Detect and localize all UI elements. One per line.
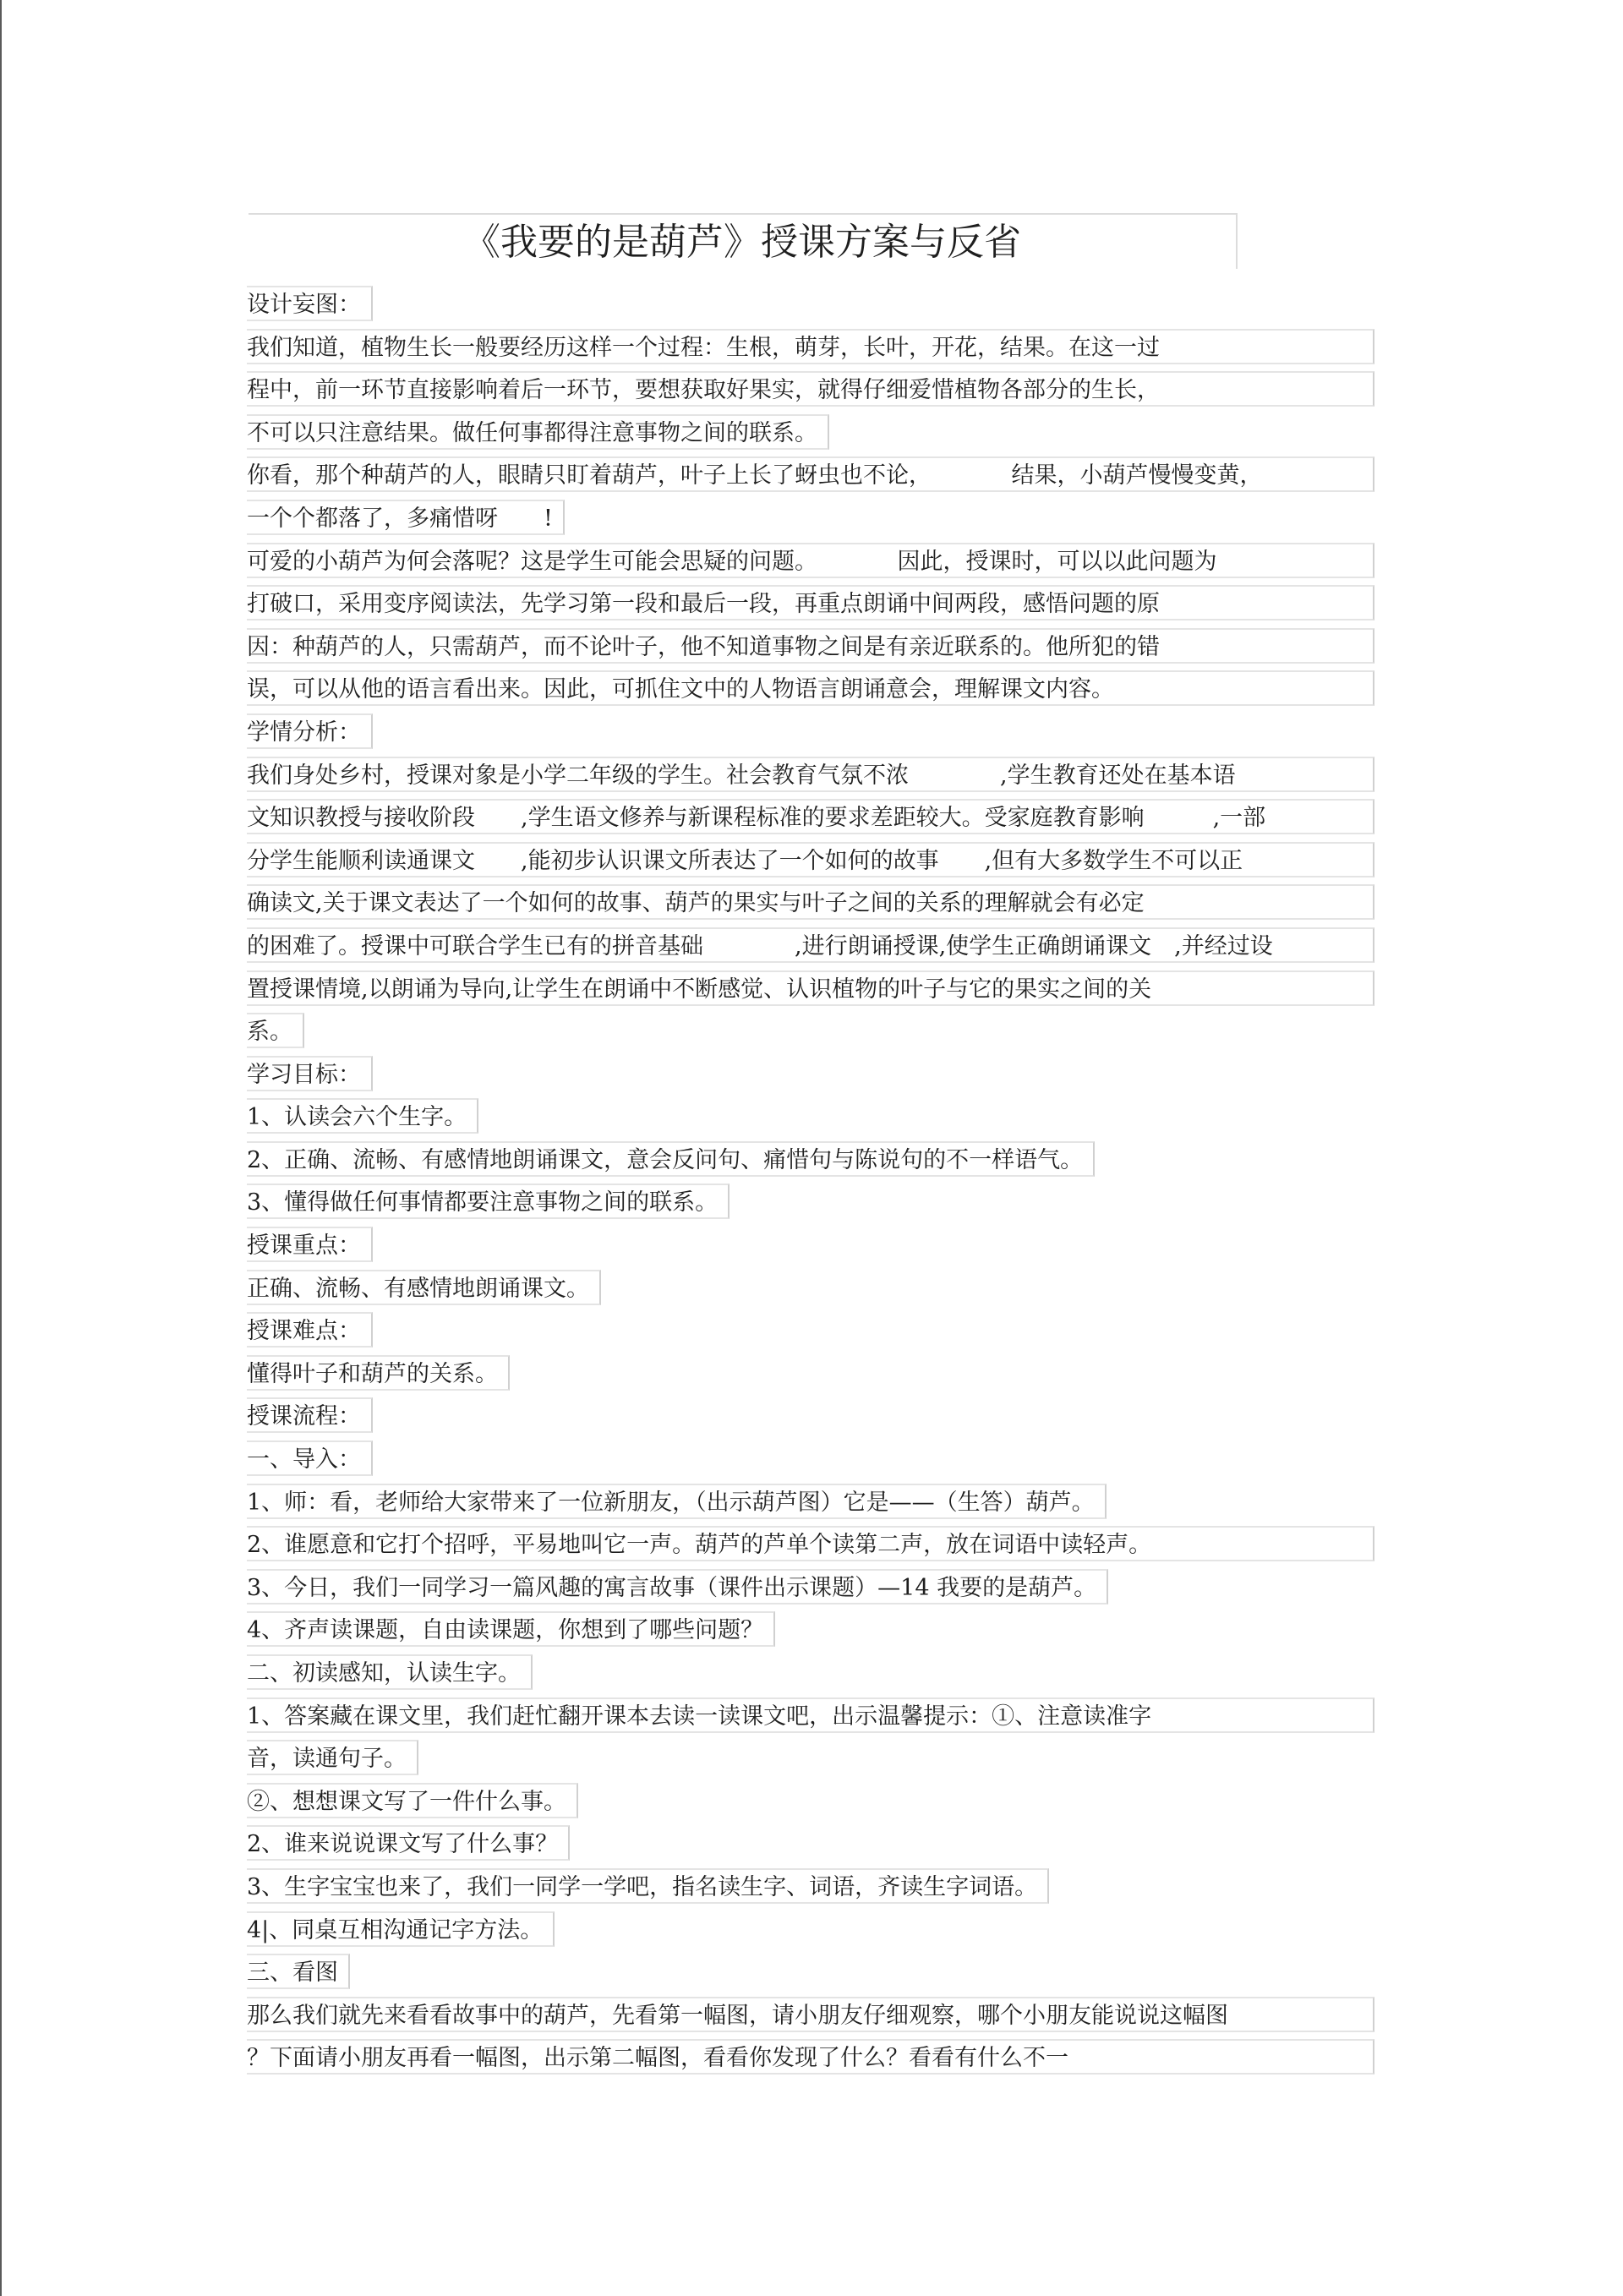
- text-line-content: 学习目标：: [247, 1056, 373, 1091]
- text-line: [247, 1270, 1380, 1313]
- text-line: [247, 670, 1380, 713]
- text-line: [247, 842, 1380, 885]
- text-line-content: 因：种葫芦的人，只需葫芦，而不论叶子，他不知道事物之间是有亲近联系的。他所犯的错: [247, 628, 1374, 664]
- text-line: [247, 1013, 1380, 1056]
- text-line: [247, 1825, 1380, 1868]
- text-line-content: 4、齐声读课题，自由读课题，你想到了哪些问题？: [247, 1611, 775, 1647]
- text-line: [247, 1569, 1380, 1612]
- text-line: [247, 1697, 1380, 1741]
- text-line-content: 正确、流畅、有感情地朗诵课文。: [247, 1270, 601, 1305]
- text-line-content: 授课难点：: [247, 1312, 373, 1348]
- text-line-content: 我们知道，植物生长一般要经历这样一个过程：生根，萌芽，长叶，开花，结果。在这一过: [247, 329, 1374, 364]
- text-line: [247, 1911, 1380, 1954]
- document-title: 《我要的是葫芦》授课方案与反省: [249, 213, 1238, 269]
- text-line: [247, 799, 1380, 842]
- text-line: [247, 286, 1380, 329]
- text-line-content: 那么我们就先来看看故事中的葫芦，先看第一幅图，请小朋友仔细观察，哪个小朋友能说说这幅图: [247, 1997, 1374, 2032]
- text-line: [247, 628, 1380, 671]
- text-line-content: 2、正确、流畅、有感情地朗诵课文，意会反问句、痛惜句与陈说句的不一样语气。: [247, 1141, 1095, 1177]
- text-line-content: 文知识教授与接收阶段 ,学生语文修养与新课程标准的要求差距较大。受家庭教育影响 ,一部: [247, 799, 1374, 834]
- text-line: [247, 1355, 1380, 1398]
- text-line-content: 的困难了。授课中可联合学生已有的拼音基础 ,进行朗诵授课,使学生正确朗诵课文 ,并经过设: [247, 927, 1374, 963]
- text-line: [247, 970, 1380, 1014]
- text-line-content: 误，可以从他的语言看出来。因此，可抓住文中的人物语言朗诵意会，理解课文内容。: [247, 670, 1374, 706]
- text-line: [247, 1783, 1380, 1826]
- text-line-content: 2、谁愿意和它打个招呼，平易地叫它一声。葫芦的芦单个读第二声，放在词语中读轻声。: [247, 1526, 1374, 1561]
- text-line: [247, 414, 1380, 457]
- text-line-content: 你看，那个种葫芦的人，眼睛只盯着葫芦，叶子上长了蚜虫也不论， 结果，小葫芦慢慢变黄，: [247, 456, 1374, 492]
- text-line-content: 3、懂得做任何事情都要注意事物之间的联系。: [247, 1184, 730, 1219]
- text-line: [247, 500, 1380, 543]
- text-line: [247, 1997, 1380, 2040]
- text-line: [247, 585, 1380, 628]
- text-line-content: 1、师：看，老师给大家带来了一位新朋友，（出示葫芦图）它是——（生答）葫芦。: [247, 1484, 1107, 1519]
- text-line-content: 懂得叶子和葫芦的关系。: [247, 1355, 510, 1391]
- text-line-content: 3、今日，我们一同学习一篇风趣的寓言故事（课件出示课题）—14 我要的是葫芦。: [247, 1569, 1108, 1604]
- text-line-content: 3、生字宝宝也来了，我们一同学一学吧，指名读生字、词语，齐读生字词语。: [247, 1868, 1049, 1904]
- text-line-content: 授课流程：: [247, 1397, 373, 1433]
- text-line: [247, 2039, 1380, 2082]
- text-line: [247, 1056, 1380, 1099]
- text-line-content: 三、看图: [247, 1954, 350, 1989]
- text-line: [247, 884, 1380, 927]
- text-line-content: 可爱的小葫芦为何会落呢？这是学生可能会思疑的问题。 因此，授课时，可以以此问题为: [247, 543, 1374, 578]
- text-line: [247, 1440, 1380, 1484]
- text-line-content: 一个个都落了，多痛惜呀 !: [247, 500, 565, 535]
- text-line: [247, 1227, 1380, 1270]
- text-line: [247, 1184, 1380, 1227]
- text-line: [247, 713, 1380, 757]
- text-line-content: 确读文,关于课文表达了一个如何的故事、葫芦的果实与叶子之间的关系的理解就会有必定: [247, 884, 1374, 920]
- text-line-content: 不可以只注意结果。做任何事都得注意事物之间的联系。: [247, 414, 829, 450]
- text-line: [247, 757, 1380, 800]
- text-line: [247, 1098, 1380, 1141]
- text-line-content: 我们身处乡村，授课对象是小学二年级的学生。社会教育气氛不浓 ,学生教育还处在基本语: [247, 757, 1374, 792]
- text-line: [247, 1954, 1380, 1997]
- text-line: [247, 1312, 1380, 1355]
- text-line-content: 设计妄图：: [247, 286, 373, 321]
- text-line: [247, 1740, 1380, 1783]
- text-line-content: 分学生能顺利读通课文 ,能初步认识课文所表达了一个如何的故事 ,但有大多数学生不可以正: [247, 842, 1374, 877]
- text-line: [247, 1484, 1380, 1527]
- text-line-content: 1、答案藏在课文里，我们赶忙翻开课本去读一读课文吧，出示温馨提示：①、注意读准字: [247, 1697, 1374, 1733]
- text-line-content: 置授课情境,以朗诵为导向,让学生在朗诵中不断感觉、认识植物的叶子与它的果实之间的关: [247, 970, 1374, 1006]
- text-line: [247, 1868, 1380, 1911]
- text-line-content: 二、初读感知，认读生字。: [247, 1654, 533, 1690]
- text-line: [247, 1141, 1380, 1184]
- text-line-content: 2、谁来说说课文写了什么事？: [247, 1825, 570, 1861]
- text-line-content: 程中，前一环节直接影响着后一环节，要想获取好果实，就得仔细爱惜植物各部分的生长，: [247, 371, 1374, 407]
- text-line: [247, 371, 1380, 414]
- text-line-content: 1、认读会六个生字。: [247, 1098, 478, 1134]
- text-line-content: ？下面请小朋友再看一幅图，出示第二幅图，看看你发现了什么？看看有什么不一: [247, 2039, 1374, 2075]
- text-line: [247, 543, 1380, 586]
- text-line: [247, 1611, 1380, 1654]
- text-line: [247, 927, 1380, 970]
- text-line-content: 4|、同桌互相沟通记字方法。: [247, 1911, 555, 1947]
- text-line: [247, 1526, 1380, 1569]
- text-line-content: 音，读通句子。: [247, 1740, 418, 1775]
- text-line-content: 系。: [247, 1013, 304, 1048]
- text-line-content: 一、导入：: [247, 1440, 373, 1476]
- text-line-content: ②、想想课文写了一件什么事。: [247, 1783, 578, 1818]
- document-body: [247, 286, 1380, 2082]
- text-line-content: 授课重点：: [247, 1227, 373, 1262]
- text-line: [247, 1397, 1380, 1440]
- text-line: [247, 456, 1380, 500]
- text-line-content: 打破口，采用变序阅读法，先学习第一段和最后一段，再重点朗诵中间两段，感悟问题的原: [247, 585, 1374, 620]
- text-line: [247, 329, 1380, 372]
- text-line: [247, 1654, 1380, 1697]
- text-line-content: 学情分析：: [247, 713, 373, 749]
